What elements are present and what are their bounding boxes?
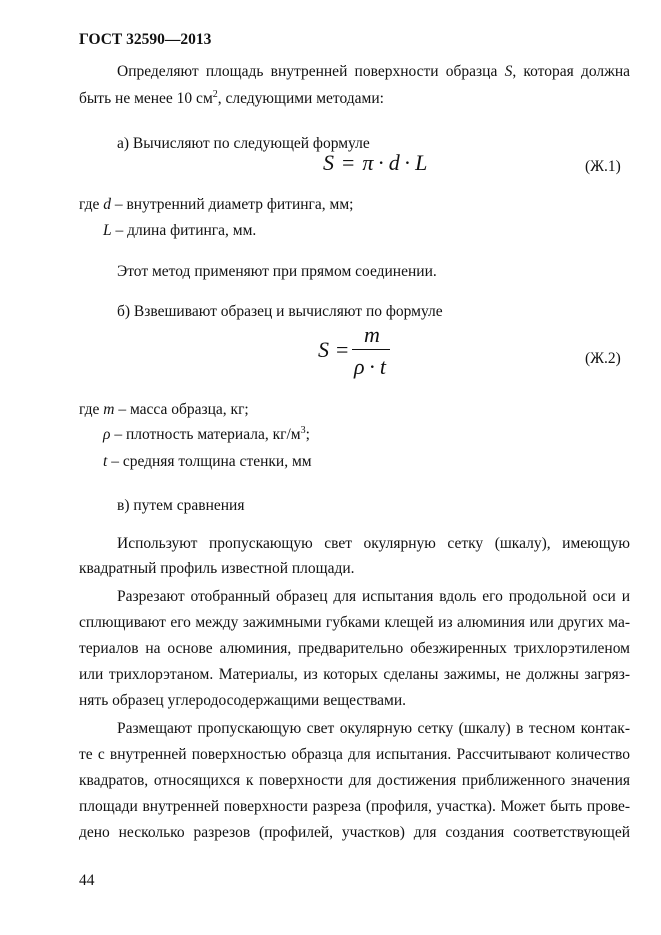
paragraph-3-line-4: площади внутренней поверхности разреза (профиля, участка). Может быть прове- <box>79 798 630 815</box>
paragraph-2-line-3: териалов на основе алюминия, предварительно обезжиренных трихлорэтиленом <box>79 640 630 657</box>
paragraph-3-line-5: дено несколько разрезов (профилей, участков) для создания соответствующей <box>79 824 630 841</box>
where-t-line: t – средняя толщина стенки, мм <box>103 453 312 470</box>
formula-zh2-numerator: m <box>364 322 380 347</box>
paragraph-2-line-5: нять образец углеродосодержащими веществами. <box>79 692 407 709</box>
paragraph-3-line-1: Размещают пропускающую свет окулярную сетку (шкалу) в тесном контак- <box>117 720 630 737</box>
fraction-bar <box>352 349 390 350</box>
paragraph-1-line-1: Используют пропускающую свет окулярную сетку (шкалу), имеющую <box>117 535 630 552</box>
paragraph-3-line-3: квадратов, относящихся к поверхности для достижения приближенного значения <box>79 772 630 789</box>
method-b-label: б) Взвешивают образец и вычисляют по формуле <box>117 303 443 320</box>
where-L-line: L – длина фитинга, мм. <box>103 222 257 239</box>
where-rho-line: ρ – плотность материала, $кг/м^3$; <box>103 425 310 443</box>
method-a-note: Этот метод применяют при прямом соединении. <box>117 263 437 280</box>
formula-zh1: S = π · d · L <box>323 150 428 175</box>
method-a-label: а) Вычисляют по следующей формуле <box>117 135 370 152</box>
intro-line-2: быть не менее 10 $см^2$, следующими методами: <box>79 89 384 107</box>
method-c-label: в) путем сравнения <box>117 497 245 514</box>
paragraph-2-line-1: Разрезают отобранный образец для испытания вдоль его продольной оси и <box>117 588 630 605</box>
paragraph-3-line-2: те с внутренней поверхностью образца для испытания. Рассчитывают количество <box>79 746 630 763</box>
paragraph-2-line-2: сплющивают его между зажимными губками клещей из алюминия или других ма- <box>79 614 630 631</box>
formula-zh2-lhs: S = <box>318 337 349 362</box>
paragraph-1-line-2: квадратный профиль известной площади. <box>79 560 355 577</box>
formula-zh2-denominator: ρ · t <box>354 354 387 379</box>
document-header: ГОСТ 32590—2013 <box>79 31 212 48</box>
intro-line-1: Определяют площадь внутренней поверхности образца S, которая должна <box>117 63 631 80</box>
paragraph-2-line-4: или трихлорэтаном. Материалы, из которых сделаны зажимы, не должны загряз- <box>79 666 630 683</box>
formula-number-zh1: (Ж.1) <box>585 158 621 175</box>
page-number: 44 <box>79 872 95 889</box>
where-m-line: где m – масса образца, кг; <box>79 401 249 418</box>
formula-number-zh2: (Ж.2) <box>585 350 621 367</box>
where-d-line: где d – внутренний диаметр фитинга, мм; <box>79 196 354 213</box>
